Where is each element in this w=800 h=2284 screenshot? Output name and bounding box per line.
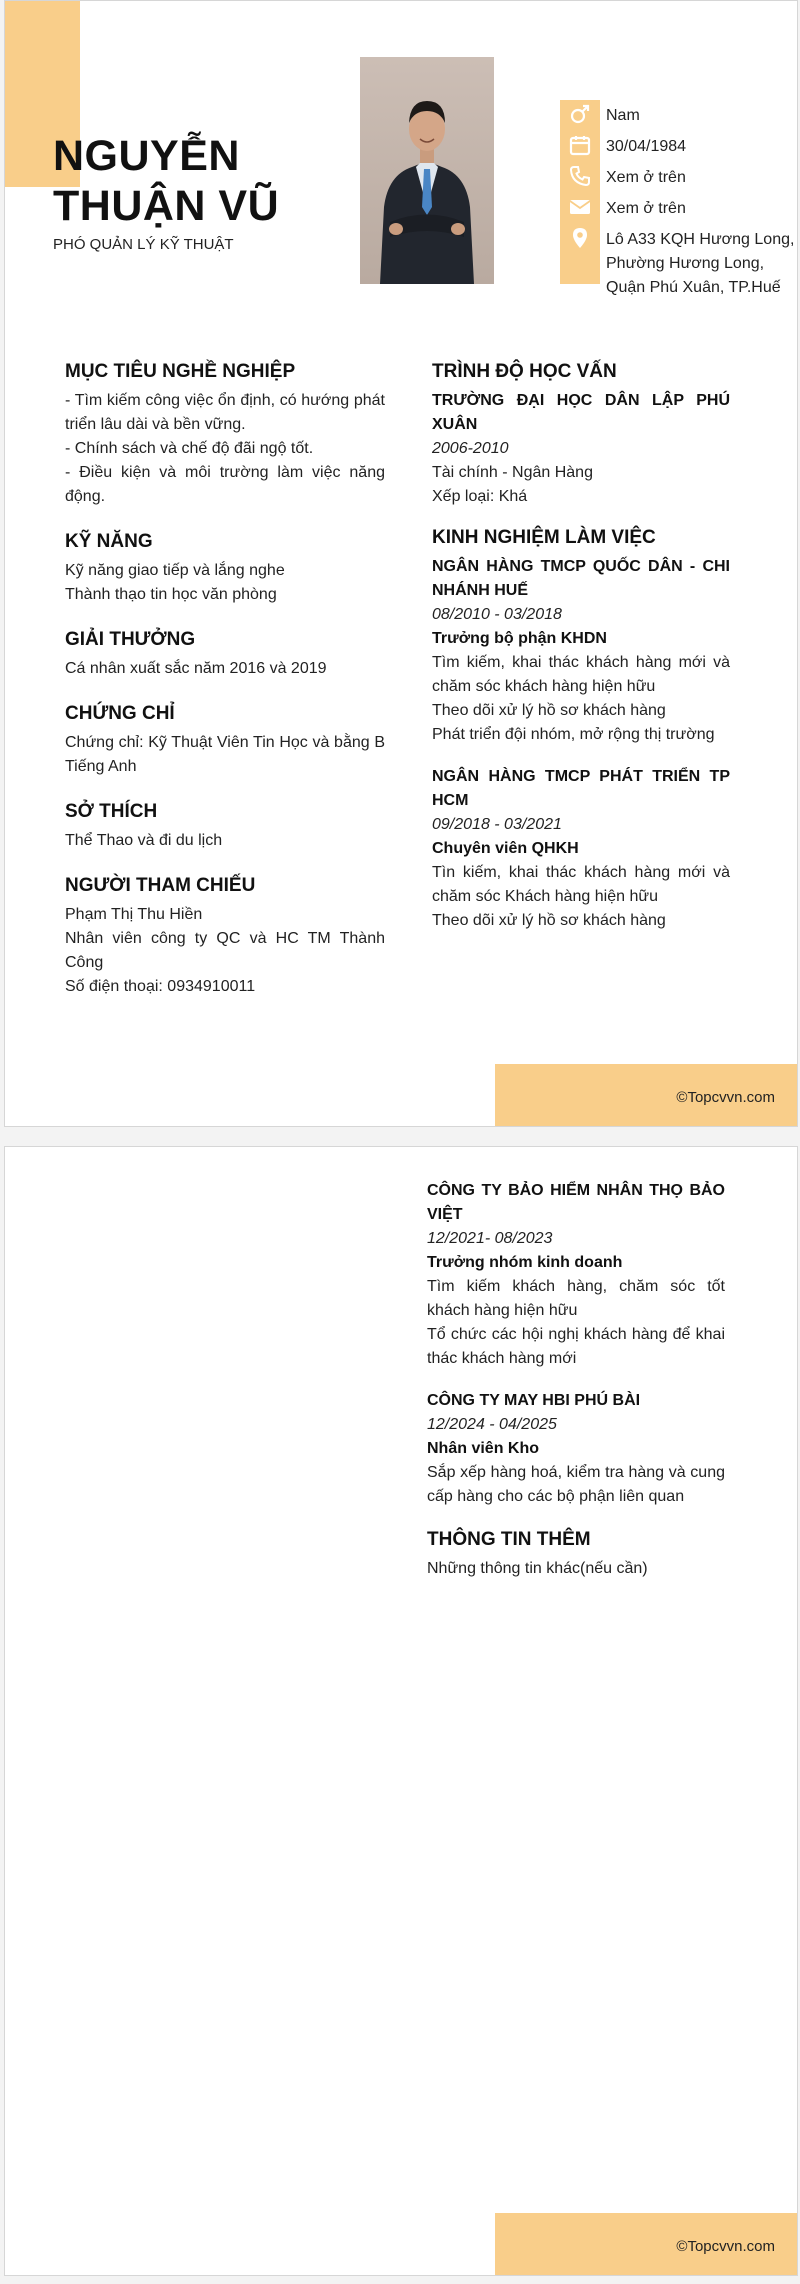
gender-icon: [568, 102, 592, 126]
job-company: CÔNG TY BẢO HIỂM NHÂN THỌ BẢO VIỆT: [427, 1182, 725, 1223]
education-section: [432, 359, 730, 509]
job-role: Chuyên viên QHKH: [432, 840, 579, 857]
skills-heading: KỸ NĂNG: [65, 531, 153, 552]
certificates-heading: CHỨNG CHỈ: [65, 703, 175, 724]
right-column-continued: [427, 1179, 725, 1601]
experience-section: [432, 525, 730, 933]
additional-info-text: Những thông tin khác(nếu cần): [427, 1560, 648, 1577]
award-item: Cá nhân xuất sắc năm 2016 và 2019: [65, 660, 327, 677]
skill-item: Kỹ năng giao tiếp và lắng nghe: [65, 562, 285, 579]
school-name: TRƯỜNG ĐẠI HỌC DÂN LẬP PHÚ XUÂN: [432, 392, 730, 433]
experience-heading: KINH NGHIỆM LÀM VIỆC: [432, 527, 656, 548]
job-duty: Theo dõi xử lý hồ sơ khách hàng: [432, 912, 666, 929]
objective-line: - Chính sách và chế độ đãi ngộ tốt.: [65, 440, 314, 457]
job-period: 08/2010 - 03/2018: [432, 606, 562, 623]
awards-section: [65, 627, 385, 681]
references-heading: NGƯỜI THAM CHIẾU: [65, 875, 256, 896]
job-entry: [432, 555, 730, 747]
education-grade: Xếp loại: Khá: [432, 488, 528, 505]
objective-section: [65, 359, 385, 509]
job-duty: Sắp xếp hàng hoá, kiểm tra hàng và cung cấp hàng cho các bộ phận liên quan: [427, 1464, 725, 1505]
left-column: [65, 359, 385, 1019]
job-duty: Theo dõi xử lý hồ sơ khách hàng: [432, 702, 666, 719]
job-company: NGÂN HÀNG TMCP QUỐC DÂN - CHI NHÁNH HUẾ: [432, 558, 730, 599]
reference-phone: Số điện thoại: 0934910011: [65, 978, 256, 995]
job-period: 12/2021- 08/2023: [427, 1230, 553, 1247]
job-title: PHÓ QUẢN LÝ KỸ THUẬT: [53, 236, 234, 253]
gender-value: Nam: [606, 107, 640, 124]
right-column: [432, 359, 730, 953]
footer-credit: ©Topcvvn.com: [676, 2238, 775, 2255]
name-line-1: NGUYỄN: [53, 132, 240, 180]
skill-item: Thành thạo tin học văn phòng: [65, 586, 277, 603]
hobbies-heading: SỞ THÍCH: [65, 801, 158, 822]
name-line-2: THUẬN VŨ: [53, 182, 280, 230]
job-period: 09/2018 - 03/2021: [432, 816, 562, 833]
email-value: Xem ở trên: [606, 200, 686, 217]
location-pin-icon: [568, 226, 592, 250]
cv-page-1: [4, 0, 798, 1127]
phone-value: Xem ở trên: [606, 169, 686, 186]
job-duty: Tìm kiếm khách hàng, chăm sóc tốt khách hàng hiện hữu: [427, 1278, 725, 1319]
education-major: Tài chính - Ngân Hàng: [432, 464, 593, 481]
candidate-name: [53, 131, 279, 231]
job-role: Trưởng nhóm kinh doanh: [427, 1254, 623, 1271]
phone-icon: [568, 164, 592, 188]
job-entry: [432, 765, 730, 933]
reference-position: Nhân viên công ty QC và HC TM Thành Công: [65, 930, 385, 971]
job-company: NGÂN HÀNG TMCP PHÁT TRIỂN TP HCM: [432, 768, 730, 809]
skills-section: [65, 529, 385, 607]
person-illustration: [360, 57, 494, 284]
additional-info-section: [427, 1527, 725, 1581]
certificates-section: [65, 701, 385, 779]
references-section: [65, 873, 385, 999]
hobby-item: Thể Thao và đi du lịch: [65, 832, 223, 849]
job-duty: Phát triển đội nhóm, mở rộng thị trường: [432, 726, 715, 743]
education-period: 2006-2010: [432, 440, 509, 457]
profile-photo: [360, 57, 494, 284]
job-entry: [427, 1389, 725, 1509]
objective-heading: MỤC TIÊU NGHỀ NGHIỆP: [65, 361, 296, 382]
certificate-item: Chứng chỉ: Kỹ Thuật Viên Tin Học và bằng B Tiếng Anh: [65, 734, 385, 775]
job-duty: Tìn kiếm, khai thác khách hàng mới và chăm sóc Khách hàng hiện hữu: [432, 864, 730, 905]
job-period: 12/2024 - 04/2025: [427, 1416, 557, 1433]
job-company: CÔNG TY MAY HBI PHÚ BÀI: [427, 1392, 641, 1409]
objective-line: - Điều kiện và môi trường làm việc năng động.: [65, 464, 385, 505]
address-value: Lô A33 KQH Hương Long, Phường Hương Long, Quận Phú Xuân, TP.Huế: [606, 231, 795, 296]
hobbies-section: [65, 799, 385, 853]
awards-heading: GIẢI THƯỞNG: [65, 629, 196, 650]
job-duty: Tìm kiếm, khai thác khách hàng mới và chăm sóc khách hàng hiện hữu: [432, 654, 730, 695]
calendar-icon: [568, 133, 592, 157]
additional-info-heading: THÔNG TIN THÊM: [427, 1529, 591, 1550]
job-duty: Tổ chức các hội nghị khách hàng để khai thác khách hàng mới: [427, 1326, 725, 1367]
job-role: Nhân viên Kho: [427, 1440, 540, 1457]
job-role: Trưởng bộ phận KHDN: [432, 630, 607, 647]
footer-credit: ©Topcvvn.com: [676, 1089, 775, 1106]
job-entry: [427, 1179, 725, 1371]
birthday-value: 30/04/1984: [606, 138, 687, 155]
objective-line: - Tìm kiếm công việc ổn định, có hướng phát triển lâu dài và bền vững.: [65, 392, 385, 433]
email-icon: [568, 195, 592, 219]
education-heading: TRÌNH ĐỘ HỌC VẤN: [432, 361, 617, 382]
contact-strip: [560, 100, 600, 284]
reference-name: Phạm Thị Thu Hiền: [65, 906, 203, 923]
